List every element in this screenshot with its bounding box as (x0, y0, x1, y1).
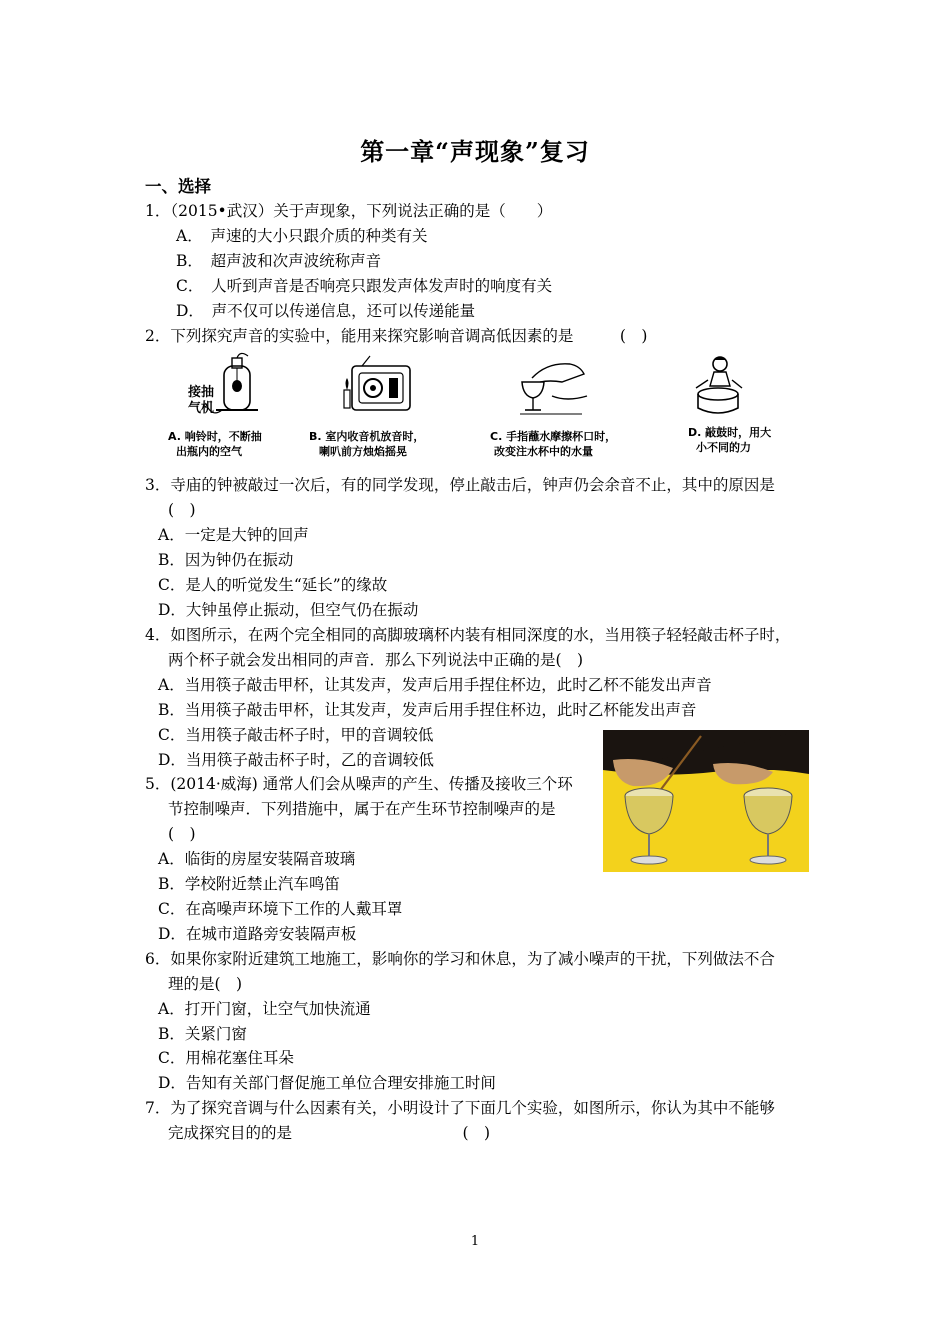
question-3-option-c: C．是人的听觉发生“延长”的缘故 (158, 576, 388, 594)
question-2-figures (162, 352, 772, 462)
question-1-option-c: C． 人听到声音是否响亮只跟发声体发声时的响度有关 (176, 277, 553, 295)
figure-c-wine-glass (492, 352, 642, 462)
question-6-option-a: A．打开门窗，让空气加快流通 (158, 1000, 371, 1018)
page-title: 第一章“声现象”复习 (360, 137, 590, 166)
wine-glass-drawing (492, 352, 612, 424)
question-6-option-d: D．告知有关部门督促施工单位合理安排施工时间 (158, 1074, 496, 1092)
question-4-stem-cont: 两个杯子就会发出相同的声音．那么下列说法中正确的是( ) (168, 651, 584, 669)
question-1-stem: 1．（2015•武汉）关于声现象，下列说法正确的是（ ） (145, 202, 553, 220)
question-5-option-d: D．在城市道路旁安装隔声板 (158, 925, 357, 943)
question-1-option-a: A． 声速的大小只跟介质的种类有关 (176, 227, 428, 245)
question-7-stem-cont: 完成探究目的的是 ( ) (168, 1124, 491, 1142)
question-5-stem: 5．(2014·威海) 通常人们会从噪声的产生、传播及接收三个环 (145, 775, 573, 793)
question-3-option-a: A．一定是大钟的回声 (158, 526, 309, 544)
question-4-option-c: C．当用筷子敲击杯子时，甲的音调较低 (158, 726, 434, 744)
figure-b-caption-1: B. 室内收音机放音时， (309, 430, 425, 443)
radio-candle-drawing (307, 352, 427, 424)
question-5-option-b: B．学校附近禁止汽车鸣笛 (158, 875, 340, 893)
question-2-stem: 2．下列探究声音的实验中，能用来探究影响音调高低因素的是 ( ) (145, 327, 648, 345)
figure-a-bell-jar (162, 352, 312, 462)
figure-b-caption-2: 喇叭前方烛焰摇晃 (319, 445, 407, 458)
figure-d-caption-1: D. 敲鼓时，用大 (688, 426, 772, 439)
question-3-stem: 3．寺庙的钟被敲过一次后，有的同学发现，停止敲击后，钟声仍会余音不止，其中的原因是 (145, 476, 775, 494)
glasses-photo-drawing (603, 730, 809, 872)
bell-jar-drawing (162, 352, 292, 424)
figure-a-caption-1: A. 响铃时，不断抽 (168, 430, 262, 443)
question-5-stem-cont: 节控制噪声．下列措施中，属于在产生环节控制噪声的是 (168, 800, 556, 818)
drum-drawing (670, 352, 760, 424)
section-heading: 一、选择 (145, 177, 211, 196)
question-3-option-d: D．大钟虽停止振动，但空气仍在振动 (158, 601, 419, 619)
question-4-stem: 4．如图所示，在两个完全相同的高脚玻璃杯内装有相同深度的水，当用筷子轻轻敲击杯子时， (145, 626, 791, 644)
question-4-option-b: B．当用筷子敲击甲杯，让其发声，发声后用手捏住杯边，此时乙杯能发出声音 (158, 701, 697, 719)
question-6-option-b: B．关紧门窗 (158, 1025, 247, 1043)
figure-a-label-1: 接抽 (188, 385, 215, 400)
two-glasses-photo (603, 730, 809, 872)
figure-c-caption-2: 改变注水杯中的水量 (494, 445, 593, 458)
question-6-stem-cont: 理的是( ) (168, 975, 243, 993)
question-4-option-a: A．当用筷子敲击甲杯，让其发声，发声后用手捏住杯边，此时乙杯不能发出声音 (158, 676, 712, 694)
question-5-stem-paren: ( ) (168, 825, 196, 843)
figure-a-label-2: 气机 (188, 401, 215, 416)
question-5-option-a: A．临街的房屋安装隔音玻璃 (158, 850, 356, 868)
question-3-stem-cont: ( ) (168, 501, 196, 519)
question-4-option-d: D．当用筷子敲击杯子时，乙的音调较低 (158, 751, 434, 769)
question-1-option-b: B． 超声波和次声波统称声音 (176, 252, 382, 270)
figure-a-caption-2: 出瓶内的空气 (176, 445, 242, 458)
figure-b-radio-candle (307, 352, 457, 462)
figure-c-caption-1: C. 手指蘸水摩擦杯口时， (490, 430, 617, 443)
question-3-option-b: B．因为钟仍在振动 (158, 551, 294, 569)
question-6-stem: 6．如果你家附近建筑工地施工，影响你的学习和休息，为了减小噪声的干扰，下列做法不合 (145, 950, 775, 968)
page-number: 1 (470, 1234, 480, 1249)
question-6-option-c: C．用棉花塞住耳朵 (158, 1049, 294, 1067)
figure-d-drum (670, 352, 820, 462)
figure-d-caption-2: 小不同的力 (696, 441, 751, 454)
question-1-option-d: D． 声不仅可以传递信息，还可以传递能量 (176, 302, 476, 320)
question-7-stem: 7．为了探究音调与什么因素有关，小明设计了下面几个实验，如图所示，你认为其中不能够 (145, 1099, 775, 1117)
question-5-option-c: C．在高噪声环境下工作的人戴耳罩 (158, 900, 403, 918)
